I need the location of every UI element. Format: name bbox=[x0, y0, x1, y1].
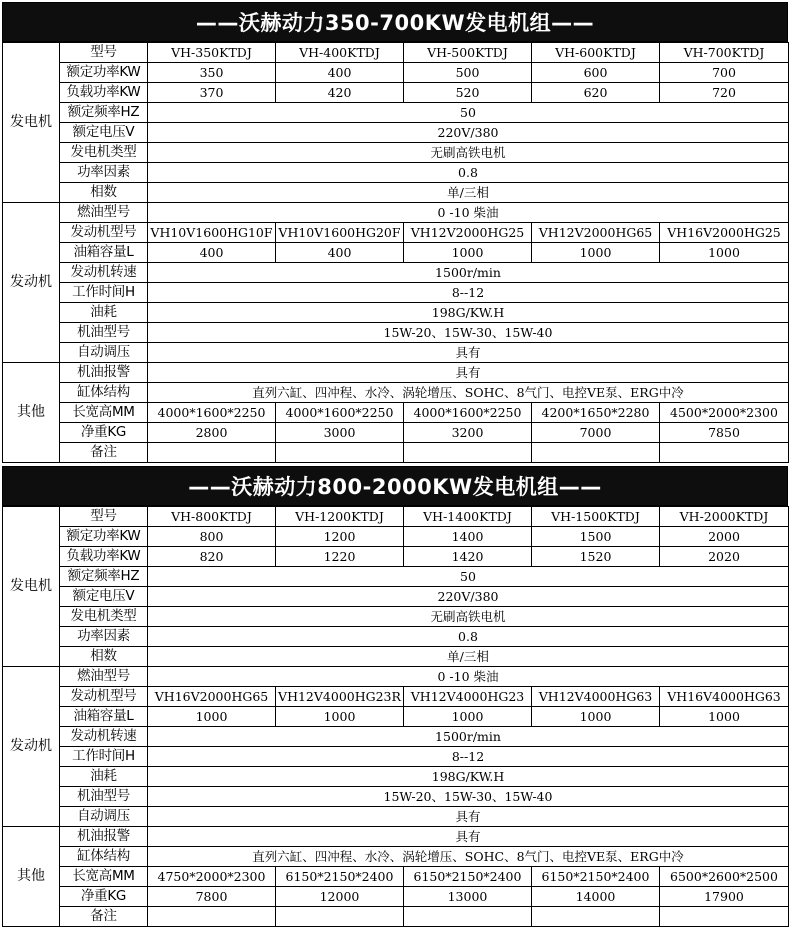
label-oil: 机油型号 bbox=[60, 787, 148, 807]
cell-load_power: 2020 bbox=[660, 547, 789, 567]
label-notes: 备注 bbox=[60, 907, 148, 927]
cell-dims: 4750*2000*2300 bbox=[148, 867, 276, 887]
label-frequency: 额定频率HZ bbox=[60, 103, 148, 123]
row-rated_power bbox=[3, 63, 789, 83]
cell-weight: 3000 bbox=[276, 423, 404, 443]
cell-tank: 400 bbox=[148, 243, 276, 263]
label-phase: 相数 bbox=[60, 183, 148, 203]
cell-rated_power: 400 bbox=[276, 63, 404, 83]
cell-dims: 6150*2150*2400 bbox=[532, 867, 660, 887]
cell-engine_models: VH12V4000HG63 bbox=[532, 687, 660, 707]
cell-notes bbox=[148, 443, 276, 463]
cell-engine_models: VH12V4000HG23 bbox=[404, 687, 532, 707]
cell-models: VH-700KTDJ bbox=[660, 43, 789, 63]
cell-load_power: 720 bbox=[660, 83, 789, 103]
cell-engine_models: VH16V2000HG25 bbox=[660, 223, 789, 243]
cell-notes bbox=[404, 907, 532, 927]
label-auto_reg: 自动调压 bbox=[60, 343, 148, 363]
row-oil bbox=[3, 323, 789, 343]
cell-gen_type: 无刷高铁电机 bbox=[148, 143, 789, 163]
cell-engine_models: VH16V4000HG63 bbox=[660, 687, 789, 707]
row-dims bbox=[3, 867, 789, 887]
group-gen: 发电机 bbox=[3, 507, 60, 667]
row-engine_model bbox=[3, 223, 789, 243]
cell-cylinder: 直列六缸、四冲程、水冷、涡轮增压、SOHC、8气门、电控VE泵、ERG中冷 bbox=[148, 847, 789, 867]
label-phase: 相数 bbox=[60, 647, 148, 667]
row-rated_power bbox=[3, 527, 789, 547]
label-load_power: 负载功率KW bbox=[60, 547, 148, 567]
label-work_time: 工作时间H bbox=[60, 747, 148, 767]
cell-models: VH-1200KTDJ bbox=[276, 507, 404, 527]
cell-work_time: 8--12 bbox=[148, 283, 789, 303]
label-gen_type: 发电机类型 bbox=[60, 143, 148, 163]
group-eng: 发动机 bbox=[3, 667, 60, 827]
cell-dims: 6150*2150*2400 bbox=[276, 867, 404, 887]
row-load_power bbox=[3, 83, 789, 103]
row-dims bbox=[3, 403, 789, 423]
cell-load_power: 370 bbox=[148, 83, 276, 103]
cell-engine_models: VH12V4000HG23R bbox=[276, 687, 404, 707]
group-other: 其他 bbox=[3, 363, 60, 463]
cell-notes bbox=[404, 443, 532, 463]
label-engine_model: 发动机型号 bbox=[60, 223, 148, 243]
cell-auto_reg: 具有 bbox=[148, 807, 789, 827]
spec-table bbox=[2, 42, 789, 463]
row-pf bbox=[3, 163, 789, 183]
cell-rated_power: 500 bbox=[404, 63, 532, 83]
cell-load_power: 820 bbox=[148, 547, 276, 567]
group-gen: 发电机 bbox=[3, 43, 60, 203]
label-tank: 油箱容量L bbox=[60, 243, 148, 263]
table-title: ——沃赫动力800-2000KW发电机组—— bbox=[2, 466, 788, 506]
row-oil_alarm bbox=[3, 363, 789, 383]
label-voltage: 额定电压V bbox=[60, 587, 148, 607]
cell-weight: 14000 bbox=[532, 887, 660, 907]
cell-weight: 12000 bbox=[276, 887, 404, 907]
row-oil_alarm bbox=[3, 827, 789, 847]
spec-table-block-2 bbox=[2, 466, 788, 927]
label-load_power: 负载功率KW bbox=[60, 83, 148, 103]
cell-rated_power: 1500 bbox=[532, 527, 660, 547]
cell-weight: 13000 bbox=[404, 887, 532, 907]
row-tank bbox=[3, 707, 789, 727]
row-auto_reg bbox=[3, 807, 789, 827]
row-work_time bbox=[3, 747, 789, 767]
cell-dims: 4200*1650*2280 bbox=[532, 403, 660, 423]
cell-dims: 6150*2150*2400 bbox=[404, 867, 532, 887]
cell-dims: 4000*1600*2250 bbox=[404, 403, 532, 423]
row-load_power bbox=[3, 547, 789, 567]
label-voltage: 额定电压V bbox=[60, 123, 148, 143]
group-other: 其他 bbox=[3, 827, 60, 927]
cell-models: VH-2000KTDJ bbox=[660, 507, 789, 527]
cell-phase: 单/三相 bbox=[148, 183, 789, 203]
cell-consumption: 198G/KW.H bbox=[148, 303, 789, 323]
label-consumption: 油耗 bbox=[60, 303, 148, 323]
cell-notes bbox=[532, 443, 660, 463]
spec-table-block-1 bbox=[2, 2, 788, 463]
row-notes bbox=[3, 907, 789, 927]
cell-weight: 3200 bbox=[404, 423, 532, 443]
row-speed bbox=[3, 727, 789, 747]
label-pf: 功率因素 bbox=[60, 163, 148, 183]
cell-models: VH-1400KTDJ bbox=[404, 507, 532, 527]
cell-tank: 1000 bbox=[148, 707, 276, 727]
label-speed: 发动机转速 bbox=[60, 727, 148, 747]
cell-dims: 4000*1600*2250 bbox=[276, 403, 404, 423]
row-consumption bbox=[3, 303, 789, 323]
cell-weight: 7850 bbox=[660, 423, 789, 443]
row-tank bbox=[3, 243, 789, 263]
label-work_time: 工作时间H bbox=[60, 283, 148, 303]
cell-models: VH-400KTDJ bbox=[276, 43, 404, 63]
cell-voltage: 220V/380 bbox=[148, 123, 789, 143]
cell-engine_models: VH16V2000HG65 bbox=[148, 687, 276, 707]
cell-engine_models: VH10V1600HG20F bbox=[276, 223, 404, 243]
cell-rated_power: 800 bbox=[148, 527, 276, 547]
cell-notes bbox=[660, 907, 789, 927]
cell-oil_alarm: 具有 bbox=[148, 827, 789, 847]
cell-rated_power: 700 bbox=[660, 63, 789, 83]
label-oil: 机油型号 bbox=[60, 323, 148, 343]
cell-tank: 1000 bbox=[404, 707, 532, 727]
cell-engine_models: VH12V2000HG25 bbox=[404, 223, 532, 243]
cell-notes bbox=[276, 907, 404, 927]
cell-engine_models: VH12V2000HG65 bbox=[532, 223, 660, 243]
label-consumption: 油耗 bbox=[60, 767, 148, 787]
label-pf: 功率因素 bbox=[60, 627, 148, 647]
cell-rated_power: 1200 bbox=[276, 527, 404, 547]
cell-frequency: 50 bbox=[148, 567, 789, 587]
cell-phase: 单/三相 bbox=[148, 647, 789, 667]
row-frequency bbox=[3, 567, 789, 587]
label-cylinder: 缸体结构 bbox=[60, 383, 148, 403]
row-weight bbox=[3, 887, 789, 907]
label-gen_type: 发电机类型 bbox=[60, 607, 148, 627]
label-oil_alarm: 机油报警 bbox=[60, 363, 148, 383]
cell-cylinder: 直列六缸、四冲程、水冷、涡轮增压、SOHC、8气门、电控VE泵、ERG中冷 bbox=[148, 383, 789, 403]
cell-notes bbox=[276, 443, 404, 463]
label-frequency: 额定频率HZ bbox=[60, 567, 148, 587]
cell-weight: 2800 bbox=[148, 423, 276, 443]
label-notes: 备注 bbox=[60, 443, 148, 463]
cell-weight: 7800 bbox=[148, 887, 276, 907]
label-cylinder: 缸体结构 bbox=[60, 847, 148, 867]
cell-load_power: 1220 bbox=[276, 547, 404, 567]
cell-tank: 1000 bbox=[532, 707, 660, 727]
cell-pf: 0.8 bbox=[148, 163, 789, 183]
cell-tank: 1000 bbox=[404, 243, 532, 263]
label-fuel: 燃油型号 bbox=[60, 203, 148, 223]
cell-load_power: 1420 bbox=[404, 547, 532, 567]
cell-load_power: 620 bbox=[532, 83, 660, 103]
row-cylinder bbox=[3, 847, 789, 867]
label-weight: 净重KG bbox=[60, 887, 148, 907]
label-rated_power: 额定功率KW bbox=[60, 63, 148, 83]
label-dims: 长宽高MM bbox=[60, 403, 148, 423]
cell-models: VH-350KTDJ bbox=[148, 43, 276, 63]
cell-frequency: 50 bbox=[148, 103, 789, 123]
cell-dims: 6500*2600*2500 bbox=[660, 867, 789, 887]
cell-load_power: 1520 bbox=[532, 547, 660, 567]
group-eng: 发动机 bbox=[3, 203, 60, 363]
cell-oil: 15W-20、15W-30、15W-40 bbox=[148, 323, 789, 343]
row-gen_type bbox=[3, 143, 789, 163]
cell-speed: 1500r/min bbox=[148, 727, 789, 747]
label-model: 型号 bbox=[60, 43, 148, 63]
cell-models: VH-600KTDJ bbox=[532, 43, 660, 63]
label-rated_power: 额定功率KW bbox=[60, 527, 148, 547]
cell-tank: 1000 bbox=[532, 243, 660, 263]
cell-notes bbox=[660, 443, 789, 463]
cell-tank: 1000 bbox=[660, 243, 789, 263]
row-voltage bbox=[3, 587, 789, 607]
cell-rated_power: 1400 bbox=[404, 527, 532, 547]
row-oil bbox=[3, 787, 789, 807]
cell-rated_power: 600 bbox=[532, 63, 660, 83]
cell-models: VH-1500KTDJ bbox=[532, 507, 660, 527]
row-gen_type bbox=[3, 607, 789, 627]
row-cylinder bbox=[3, 383, 789, 403]
cell-auto_reg: 具有 bbox=[148, 343, 789, 363]
cell-tank: 1000 bbox=[276, 707, 404, 727]
cell-models: VH-800KTDJ bbox=[148, 507, 276, 527]
row-voltage bbox=[3, 123, 789, 143]
row-notes bbox=[3, 443, 789, 463]
cell-weight: 7000 bbox=[532, 423, 660, 443]
cell-rated_power: 350 bbox=[148, 63, 276, 83]
row-fuel bbox=[3, 203, 789, 223]
cell-oil_alarm: 具有 bbox=[148, 363, 789, 383]
cell-tank: 400 bbox=[276, 243, 404, 263]
label-auto_reg: 自动调压 bbox=[60, 807, 148, 827]
cell-fuel: 0 -10 柴油 bbox=[148, 203, 789, 223]
row-fuel bbox=[3, 667, 789, 687]
cell-notes bbox=[148, 907, 276, 927]
label-oil_alarm: 机油报警 bbox=[60, 827, 148, 847]
cell-dims: 4000*1600*2250 bbox=[148, 403, 276, 423]
row-weight bbox=[3, 423, 789, 443]
row-work_time bbox=[3, 283, 789, 303]
cell-pf: 0.8 bbox=[148, 627, 789, 647]
cell-rated_power: 2000 bbox=[660, 527, 789, 547]
cell-voltage: 220V/380 bbox=[148, 587, 789, 607]
cell-load_power: 520 bbox=[404, 83, 532, 103]
row-model bbox=[3, 507, 789, 527]
cell-fuel: 0 -10 柴油 bbox=[148, 667, 789, 687]
row-phase bbox=[3, 183, 789, 203]
spec-table bbox=[2, 506, 789, 927]
label-engine_model: 发动机型号 bbox=[60, 687, 148, 707]
row-phase bbox=[3, 647, 789, 667]
cell-models: VH-500KTDJ bbox=[404, 43, 532, 63]
table-title: ——沃赫动力350-700KW发电机组—— bbox=[2, 2, 788, 42]
cell-speed: 1500r/min bbox=[148, 263, 789, 283]
label-weight: 净重KG bbox=[60, 423, 148, 443]
row-frequency bbox=[3, 103, 789, 123]
cell-dims: 4500*2000*2300 bbox=[660, 403, 789, 423]
cell-oil: 15W-20、15W-30、15W-40 bbox=[148, 787, 789, 807]
cell-engine_models: VH10V1600HG10F bbox=[148, 223, 276, 243]
row-engine_model bbox=[3, 687, 789, 707]
row-speed bbox=[3, 263, 789, 283]
row-pf bbox=[3, 627, 789, 647]
cell-notes bbox=[532, 907, 660, 927]
label-model: 型号 bbox=[60, 507, 148, 527]
label-speed: 发动机转速 bbox=[60, 263, 148, 283]
row-consumption bbox=[3, 767, 789, 787]
cell-consumption: 198G/KW.H bbox=[148, 767, 789, 787]
row-auto_reg bbox=[3, 343, 789, 363]
label-fuel: 燃油型号 bbox=[60, 667, 148, 687]
cell-load_power: 420 bbox=[276, 83, 404, 103]
row-model bbox=[3, 43, 789, 63]
cell-work_time: 8--12 bbox=[148, 747, 789, 767]
label-dims: 长宽高MM bbox=[60, 867, 148, 887]
label-tank: 油箱容量L bbox=[60, 707, 148, 727]
cell-gen_type: 无刷高铁电机 bbox=[148, 607, 789, 627]
cell-weight: 17900 bbox=[660, 887, 789, 907]
cell-tank: 1000 bbox=[660, 707, 789, 727]
